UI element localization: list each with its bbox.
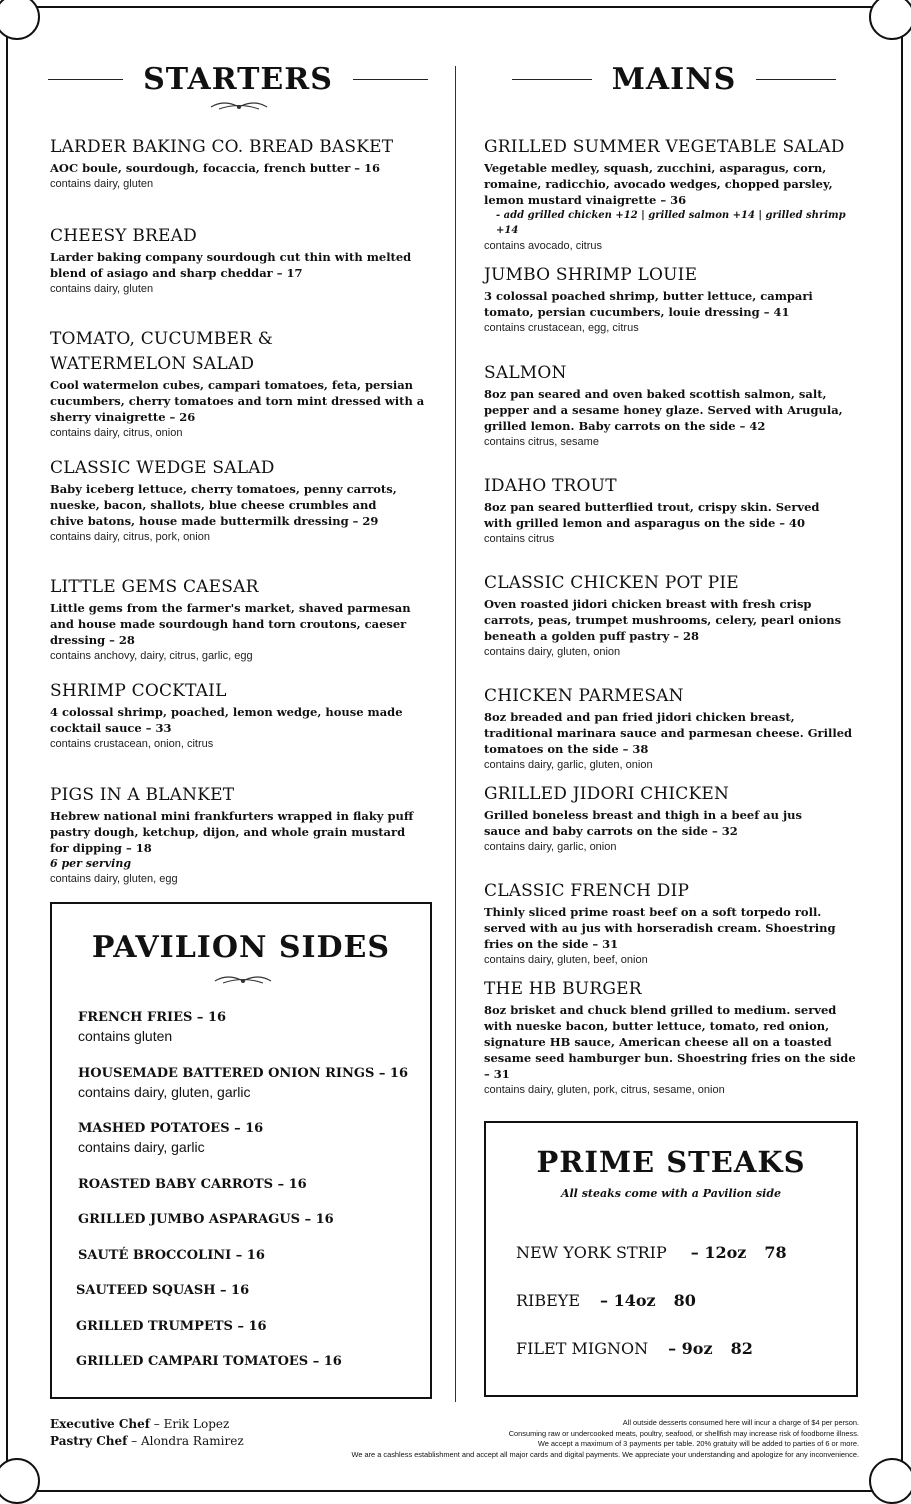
side-name: GRILLED CAMPARI TOMATOES – 16	[76, 1354, 342, 1369]
item-description: 8oz pan seared and oven baked scottish salmon, salt, pepper and a sesame honey glaze. Served with Arugula, grilled lemon. Baby carrots on the side – 42	[484, 387, 843, 433]
steak-weight: – 12oz	[690, 1243, 747, 1262]
item-description: Vegetable medley, squash, zucchini, asparagus, corn, romaine, radicchio, avocado wedges, chopped parsley, lemon mustard vinaigrette – 36	[484, 161, 833, 207]
steak-item	[516, 1339, 753, 1358]
item-description: Cool watermelon cubes, campari tomatoes, feta, persian cucumbers, cherry tomatoes and torn mint dressed with a sherry vinaigrette – 26	[50, 378, 425, 424]
main-item	[484, 135, 859, 254]
item-allergens: contains dairy, citrus, onion	[50, 427, 183, 439]
item-description: 8oz breaded and pan fried jidori chicken breast, traditional marinara sauce and parmesan cheese. Grilled tomatoes on the side – 38	[484, 710, 853, 756]
side-name: GRILLED JUMBO ASPARAGUS – 16	[78, 1212, 334, 1227]
steak-price: 78	[764, 1243, 787, 1262]
steak-name: NEW YORK STRIP	[516, 1243, 667, 1262]
item-name: CLASSIC FRENCH DIP	[484, 881, 690, 901]
header-rule	[756, 79, 836, 80]
item-name: CLASSIC WEDGE SALAD	[50, 458, 275, 478]
starter-item	[50, 783, 415, 887]
starters-header	[48, 58, 428, 100]
side-name: SAUTÉ BROCCOLINI – 16	[78, 1248, 265, 1263]
item-description: AOC boule, sourdough, focaccia, french butter – 16	[50, 161, 381, 175]
main-item	[484, 977, 859, 1098]
item-allergens: contains dairy, gluten, pork, citrus, sesame, onion	[484, 1084, 725, 1096]
item-name: IDAHO TROUT	[484, 476, 617, 496]
policy-note: We accept a maximum of 3 payments per table. 20% gratuity will be added to parties of 6 or more.	[537, 1439, 859, 1448]
steak-item	[516, 1291, 696, 1310]
prime-steaks-box	[484, 1121, 858, 1397]
starter-item	[50, 135, 435, 192]
steak-name: FILET MIGNON	[516, 1339, 649, 1358]
item-name: CLASSIC CHICKEN POT PIE	[484, 573, 739, 593]
side-item	[76, 1318, 267, 1336]
corner-ornament	[0, 0, 40, 40]
item-name: SHRIMP COCKTAIL	[50, 681, 227, 701]
steaks-subtitle: All steaks come with a Pavilion side	[560, 1187, 782, 1200]
side-name: FRENCH FRIES – 16	[78, 1010, 227, 1025]
side-name: ROASTED BABY CARROTS – 16	[78, 1177, 307, 1192]
item-name: SALMON	[484, 363, 567, 383]
item-allergens: contains crustacean, onion, citrus	[50, 738, 214, 750]
policy-notes	[259, 1418, 859, 1460]
item-name: CHEESY BREAD	[50, 226, 197, 246]
side-item	[78, 1120, 263, 1157]
steaks-title: PRIME STEAKS	[536, 1145, 806, 1179]
chef-credits	[50, 1416, 244, 1450]
item-description: Grilled boneless breast and thigh in a beef au jus sauce and baby carrots on the side – 32	[484, 808, 802, 838]
policy-note: All outside desserts consumed here will incur a charge of $4 per person.	[622, 1418, 859, 1427]
item-allergens: contains citrus, sesame	[484, 436, 599, 448]
side-allergens: contains dairy, garlic	[78, 1139, 205, 1155]
corner-ornament	[0, 1458, 40, 1504]
corner-ornament	[869, 0, 911, 40]
corner-ornament	[869, 1458, 911, 1504]
header-rule	[353, 79, 428, 80]
column-divider	[455, 66, 456, 1402]
item-allergens: contains dairy, garlic, onion	[484, 841, 617, 853]
main-item	[484, 879, 859, 968]
item-description: Hebrew national mini frankfurters wrapped in flaky puff pastry dough, ketchup, dijon, and whole grain mustard for dipping – 18	[50, 809, 414, 855]
main-item	[484, 782, 819, 855]
pavilion-sides-box	[50, 902, 432, 1399]
item-description: Larder baking company sourdough cut thin with melted blend of asiago and sharp cheddar – 17	[50, 250, 412, 280]
side-name: HOUSEMADE BATTERED ONION RINGS – 16	[78, 1066, 409, 1081]
item-description: Baby iceberg lettuce, cherry tomatoes, penny carrots, nueske, bacon, shallots, blue cheese crumbles and chive batons, house made buttermilk dressing – 29	[50, 482, 397, 528]
item-name: LARDER BAKING CO. BREAD BASKET	[50, 137, 394, 157]
header-rule	[48, 79, 123, 80]
policy-note: Consuming raw or undercooked meats, poultry, seafood, or shellfish may increase risk of foodborne illness.	[508, 1428, 859, 1438]
item-allergens: contains anchovy, dairy, citrus, garlic, egg	[50, 650, 253, 662]
header-rule	[512, 79, 592, 80]
pastry-chef-label: Pastry Chef	[50, 1434, 128, 1448]
main-item	[484, 684, 864, 773]
starter-item	[50, 679, 410, 752]
exec-chef-label: Executive Chef	[50, 1417, 150, 1431]
main-item	[484, 571, 849, 660]
item-name: LITTLE GEMS CAESAR	[50, 577, 259, 597]
item-serving: 6 per serving	[50, 857, 132, 870]
side-item	[76, 1282, 249, 1300]
steak-weight: – 9oz	[668, 1339, 713, 1358]
item-allergens: contains crustacean, egg, citrus	[484, 322, 639, 334]
item-allergens: contains dairy, gluten	[50, 178, 154, 190]
starter-item	[50, 575, 425, 664]
item-allergens: contains dairy, gluten, beef, onion	[484, 954, 648, 966]
item-allergens: contains dairy, garlic, gluten, onion	[484, 759, 653, 771]
starter-item	[50, 327, 435, 441]
side-allergens: contains dairy, gluten, garlic	[78, 1084, 251, 1100]
starters-title: STARTERS	[143, 61, 333, 97]
ornament-icon	[213, 972, 273, 988]
side-item	[78, 1009, 226, 1046]
side-item	[78, 1176, 307, 1194]
steak-name: RIBEYE	[516, 1291, 581, 1310]
item-description: Oven roasted jidori chicken breast with fresh crisp carrots, peas, trumpet mushrooms, celery, pearl onions beneath a golden puff pastry – 28	[484, 597, 842, 643]
item-description: 8oz brisket and chuck blend grilled to medium. served with nueske bacon, butter lettuce, tomato, red onion, signature HB sauce, American cheese all on a toasted sesame seed hamburger bun. Shoestring fries on the side – 31	[484, 1003, 856, 1081]
item-name: GRILLED JIDORI CHICKEN	[484, 784, 730, 804]
starter-item	[50, 456, 405, 545]
main-item	[484, 474, 849, 547]
item-allergens: contains avocado, citrus	[484, 240, 603, 252]
item-allergens: contains dairy, gluten	[50, 283, 154, 295]
item-description: Little gems from the farmer's market, shaved parmesan and house made sourdough hand torn croutons, caeser dressing – 28	[50, 601, 411, 647]
item-description: Thinly sliced prime roast beef on a soft torpedo roll. served with au jus with horseradish cream. Shoestring fries on the side – 31	[484, 905, 836, 951]
side-allergens: contains gluten	[78, 1028, 173, 1044]
side-name: MASHED POTATOES – 16	[78, 1121, 264, 1136]
starter-item	[50, 224, 420, 297]
mains-title: MAINS	[611, 61, 737, 97]
item-name: JUMBO SHRIMP LOUIE	[484, 265, 698, 285]
item-name: TOMATO, CUCUMBER & WATERMELON SALAD	[50, 329, 274, 374]
side-item	[78, 1247, 265, 1265]
steak-price: 80	[673, 1291, 696, 1310]
item-description: 4 colossal shrimp, poached, lemon wedge, house made cocktail sauce – 33	[50, 705, 403, 735]
item-description: 3 colossal poached shrimp, butter lettuce, campari tomato, persian cucumbers, louie dressing – 41	[484, 289, 813, 319]
item-allergens: contains dairy, gluten, onion	[484, 646, 621, 658]
pastry-chef-name: – Alondra Ramirez	[131, 1434, 244, 1448]
item-name: GRILLED SUMMER VEGETABLE SALAD	[484, 137, 845, 157]
steak-item	[516, 1243, 787, 1262]
executive-chef	[50, 1416, 244, 1433]
item-name: THE HB BURGER	[484, 979, 642, 999]
item-allergens: contains dairy, citrus, pork, onion	[50, 531, 210, 543]
mains-header	[484, 58, 864, 100]
ornament-icon	[209, 98, 269, 114]
item-name: CHICKEN PARMESAN	[484, 686, 684, 706]
side-name: GRILLED TRUMPETS – 16	[76, 1319, 267, 1334]
steak-price: 82	[730, 1339, 753, 1358]
pastry-chef	[50, 1433, 244, 1450]
item-description: 8oz pan seared butterflied trout, crispy skin. Served with grilled lemon and asparagus on the side – 40	[484, 500, 820, 530]
main-item	[484, 263, 859, 336]
item-allergens: contains dairy, gluten, egg	[50, 873, 178, 885]
side-item	[78, 1211, 334, 1229]
steak-weight: – 14oz	[600, 1291, 656, 1310]
item-addons: - add grilled chicken +12 | grilled salmon +14 | grilled shrimp +14	[496, 210, 846, 236]
side-name: SAUTEED SQUASH – 16	[76, 1283, 250, 1298]
main-item	[484, 361, 859, 450]
side-item	[76, 1353, 342, 1371]
item-name: PIGS IN A BLANKET	[50, 785, 235, 805]
policy-note: We are a cashless establishment and accept all major cards and digital payments. We appreciate your understanding and apologize for any inconvenience.	[351, 1449, 859, 1459]
sides-title: PAVILION SIDES	[91, 930, 391, 965]
side-item	[78, 1065, 408, 1102]
exec-chef-name: – Erik Lopez	[153, 1417, 230, 1431]
item-allergens: contains citrus	[484, 533, 555, 545]
